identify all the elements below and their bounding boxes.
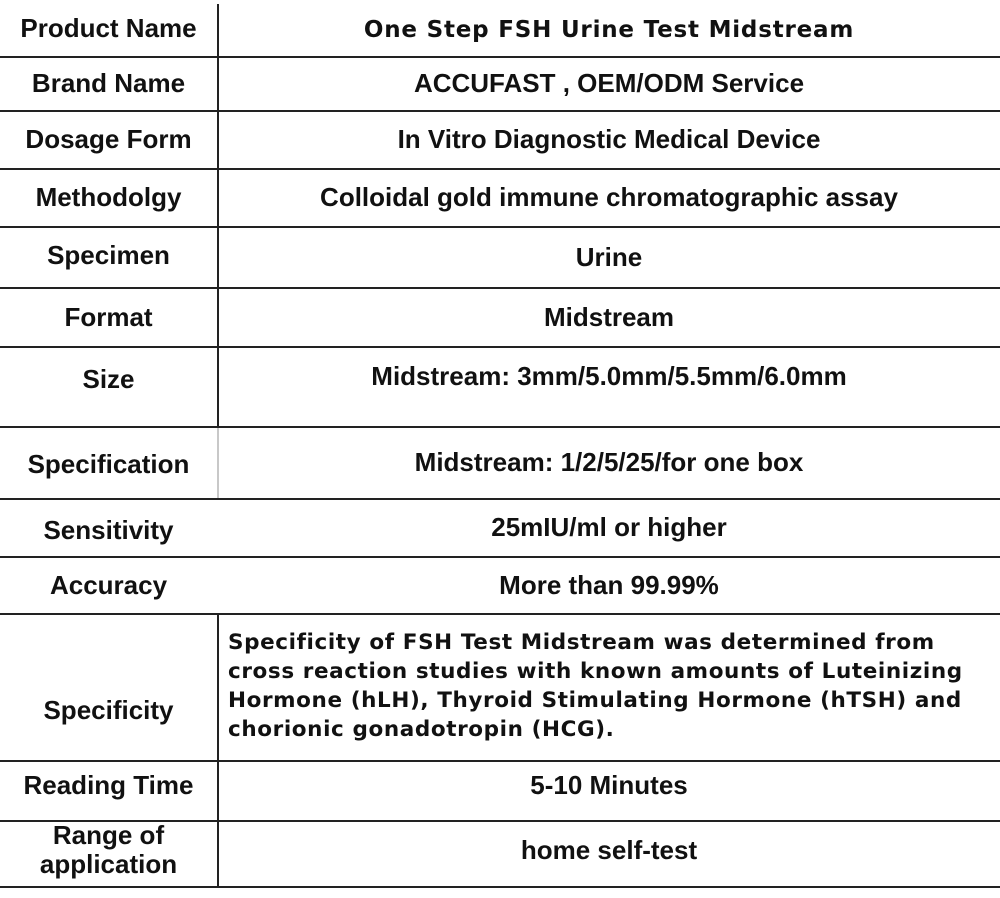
row-label: Reading Time [23,769,194,800]
row-value: Midstream: 1/2/5/25/for one box [414,446,804,477]
row-label: Specimen [47,239,170,270]
row-value: More than 99.99% [499,569,719,600]
row-value: One Step FSH Urine Test Midstream [363,16,855,43]
row-value: Midstream [543,301,675,332]
row-value: In Vitro Diagnostic Medical Device [397,124,821,154]
row-value: 25mIU/ml or higher [491,511,727,542]
row-divider [0,886,1000,888]
row-label: Size [82,363,135,394]
row-label: Specification [27,448,190,479]
row-value: ACCUFAST , OEM/ODM Service [413,68,805,98]
row-label: Brand Name [31,68,186,98]
row-label: Sensitivity [43,514,174,545]
row-label: Dosage Form [25,124,192,154]
row-value: Midstream: 3mm/5.0mm/5.5mm/6.0mm [371,360,847,391]
row-value: Specificity of FSH Test Midstream was determined from cross reaction studies with known amounts of Luteinizing Hormone (hLH), Thyroid Stimulating Hormone (hTSH) and chorionic gonadotropin (HCG). [228,630,963,742]
row-label: Methodolgy [35,182,182,212]
row-divider [0,426,1000,428]
row-value: 5-10 Minutes [530,769,688,800]
row-value: Urine [575,241,643,272]
row-label: Specificity [43,694,174,725]
row-label: Accuracy [49,569,168,600]
row-value: Colloidal gold immune chromatographic assay [320,182,898,212]
row-label: Format [64,301,153,332]
row-label: Range of application [39,820,178,879]
row-value: home self-test [520,834,698,865]
row-divider [0,613,1000,615]
row-label: Product Name [20,12,197,43]
